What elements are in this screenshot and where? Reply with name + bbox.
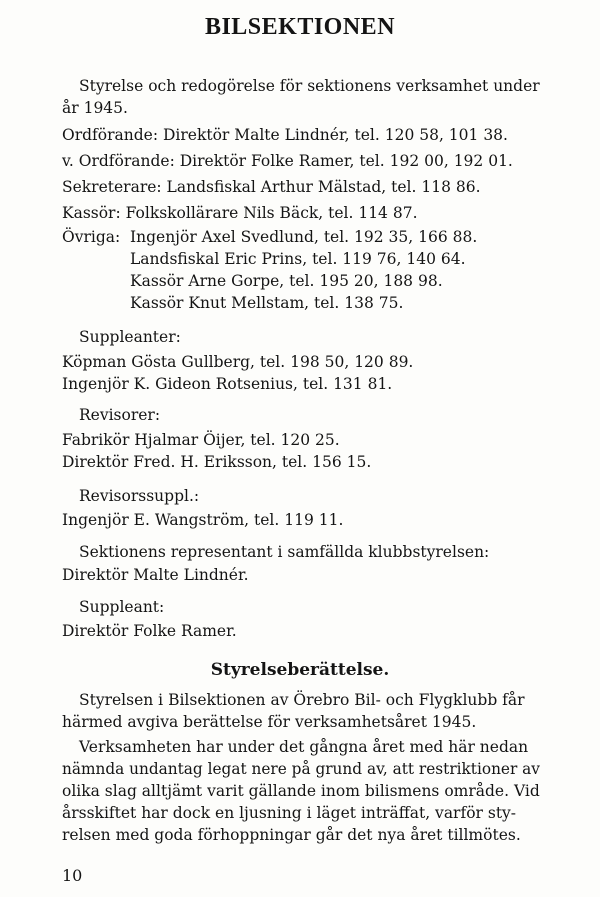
suppleanter-label: Suppleanter: <box>79 328 181 346</box>
suppleant-entry: Köpman Gösta Gullberg, tel. 198 50, 120 89. <box>62 353 414 371</box>
suppleant-entry: Ingenjör K. Gideon Rotsenius, tel. 131 81. <box>62 375 393 393</box>
revisorssuppl-label: Revisorssuppl.: <box>79 487 200 505</box>
report-paragraph-2-line: nämnda undantag legat nere på grund av, att restriktioner av <box>62 760 540 778</box>
suppleant-label: Suppleant: <box>79 598 165 616</box>
board-ordforande: Ordförande: Direktör Malte Lindnér, tel. 120 58, 101 38. <box>62 126 508 144</box>
intro-line-2: år 1945. <box>62 99 128 117</box>
revisorer-label: Revisorer: <box>79 406 161 424</box>
ovriga-label: Övriga: <box>62 228 121 246</box>
report-paragraph-2-line: olika slag alltjämt varit gällande inom bilismens område. Vid <box>62 782 540 800</box>
report-paragraph-2-line: Verksamheten har under det gångna året med här nedan <box>79 738 529 756</box>
ovriga-member: Landsfiskal Eric Prins, tel. 119 76, 140 64. <box>130 250 466 268</box>
ovriga-member: Kassör Arne Gorpe, tel. 195 20, 188 98. <box>130 272 443 290</box>
representant-label: Sektionens representant i samfällda klubbstyrelsen: <box>79 543 490 561</box>
report-paragraph-1-line: Styrelsen i Bilsektionen av Örebro Bil- och Flygklubb får <box>79 691 525 709</box>
section-heading: Styrelseberättelse. <box>210 660 390 680</box>
report-paragraph-1-line: härmed avgiva berättelse för verksamhetsåret 1945. <box>62 713 477 731</box>
intro-line-1: Styrelse och redogörelse för sektionens verksamhet under <box>79 77 540 95</box>
representant-entry: Direktör Malte Lindnér. <box>62 566 249 584</box>
suppleant-single-entry: Direktör Folke Ramer. <box>62 622 237 640</box>
ovriga-member: Ingenjör Axel Svedlund, tel. 192 35, 166 88. <box>130 228 478 246</box>
revisor-entry: Direktör Fred. H. Eriksson, tel. 156 15. <box>62 453 372 471</box>
board-kassor: Kassör: Folkskollärare Nils Bäck, tel. 114 87. <box>62 204 418 222</box>
revisor-entry: Fabrikör Hjalmar Öijer, tel. 120 25. <box>62 431 340 449</box>
page-number: 10 <box>62 866 83 885</box>
report-paragraph-2-line: relsen med goda förhoppningar går det nya året tillmötes. <box>62 826 521 844</box>
ovriga-member: Kassör Knut Mellstam, tel. 138 75. <box>130 294 404 312</box>
board-vice-ordforande: v. Ordförande: Direktör Folke Ramer, tel. 192 00, 192 01. <box>62 152 513 170</box>
revisorssuppl-entry: Ingenjör E. Wangström, tel. 119 11. <box>62 511 344 529</box>
page-title: BILSEKTIONEN <box>204 14 396 40</box>
board-sekreterare: Sekreterare: Landsfiskal Arthur Mälstad, tel. 118 86. <box>62 178 481 196</box>
report-paragraph-2-line: årsskiftet har dock en ljusning i läget inträffat, varför sty- <box>62 804 517 822</box>
